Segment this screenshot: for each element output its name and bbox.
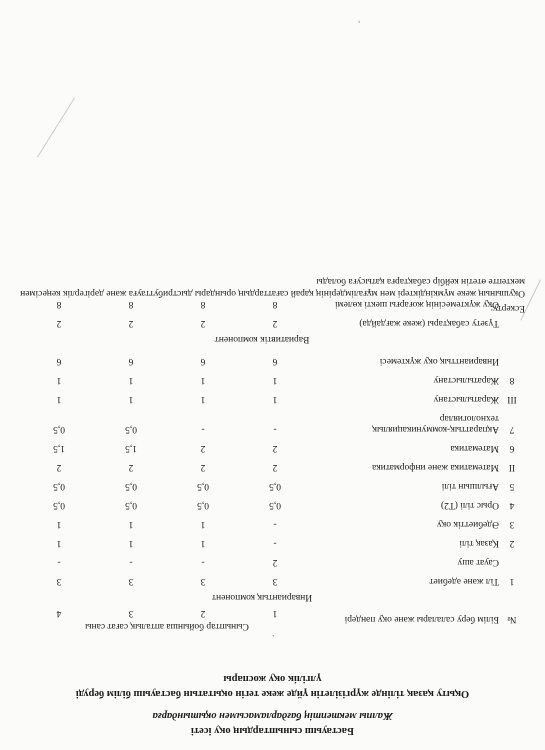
row-value: 1: [128, 375, 134, 385]
row-value: 1: [56, 538, 62, 548]
row-value: 8: [56, 299, 62, 309]
row-value: 2: [272, 557, 278, 567]
row-subject: Ағылшын тілі: [441, 481, 499, 491]
row-value: -: [273, 424, 277, 434]
row-subject: Тіл және әдебиет: [429, 576, 499, 586]
row-value: 1: [56, 394, 62, 404]
table-row: [23, 536, 523, 549]
row-subject: Математика және информатика: [372, 462, 499, 472]
title-line: Оқыту қазақ тілінде жүргізілетін үйде жеке тегін оқытатын бастауыш білім беруді: [75, 688, 470, 699]
row-value: 1: [128, 394, 134, 404]
table-row: [23, 354, 523, 367]
row-number: II: [508, 462, 516, 472]
row-value: 6: [272, 356, 278, 366]
row-value: 2: [200, 443, 206, 453]
row-value: -: [273, 519, 277, 529]
row-number: [501, 354, 523, 367]
row-value: 1: [56, 375, 62, 385]
row-value: 2: [272, 318, 278, 328]
stray-mark: ·: [271, 629, 275, 640]
row-value: 2: [128, 318, 134, 328]
table-row: [23, 373, 523, 386]
row-value: 0,5: [125, 481, 137, 491]
curriculum-table: [23, 291, 523, 632]
row-value: 1: [272, 394, 278, 404]
row-value: 0,5: [53, 481, 65, 491]
header-class: 2: [200, 608, 206, 618]
row-value: 2: [272, 462, 278, 472]
row-number: 6: [509, 443, 515, 453]
row-value: 1: [128, 519, 134, 529]
row-number: 4: [509, 500, 515, 510]
row-subject: Қазақ тілі: [459, 538, 499, 548]
row-value: 2: [56, 462, 62, 472]
row-value: 6: [56, 356, 62, 366]
row-value: 3: [200, 576, 206, 586]
row-value: 2: [56, 318, 62, 328]
table-row: [23, 555, 523, 568]
row-subject: Түзету сабақтары (жеке жағдайда): [359, 318, 499, 328]
row-value: 1: [200, 375, 206, 385]
row-subject: Сауат ашу: [457, 557, 499, 567]
header-class: 1: [272, 608, 278, 618]
row-value: -: [129, 557, 133, 567]
section-label: Вариативтік компонент: [214, 334, 310, 344]
row-value: -: [57, 557, 61, 567]
row-value: 1: [200, 394, 206, 404]
note-label: Ескерту:: [490, 303, 525, 313]
row-number: 5: [509, 481, 515, 491]
row-value: -: [201, 557, 205, 567]
row-value: 8: [200, 299, 206, 309]
header-subjects: Білім беру салалары және оқу пәндері: [344, 614, 499, 625]
row-subject: Математика: [450, 443, 499, 453]
row-subject: Ақпараттық-коммуникациялық технологиялар: [372, 413, 499, 434]
row-value: 2: [200, 462, 206, 472]
header-number: №: [507, 614, 517, 625]
row-value: -: [201, 424, 205, 434]
row-number: III: [507, 394, 517, 404]
row-value: 1: [200, 538, 206, 548]
row-subject: Әдебиеттік оқу: [436, 519, 499, 529]
row-number: 2: [509, 538, 515, 548]
row-value: 3: [128, 576, 134, 586]
row-value: 1: [128, 538, 134, 548]
table-row: [23, 441, 523, 454]
row-value: 0,5: [269, 481, 281, 491]
row-value: 0,5: [125, 424, 137, 434]
table-row: [23, 517, 523, 530]
footnote: [20, 272, 525, 314]
row-value: 0,5: [269, 500, 281, 510]
row-value: 2: [272, 443, 278, 453]
row-value: 0,5: [53, 424, 65, 434]
row-value: 3: [272, 576, 278, 586]
row-value: 1,5: [53, 443, 65, 453]
row-value: 1: [200, 519, 206, 529]
row-value: 2: [200, 318, 206, 328]
title-line: Бастауыш сыныптардың оқу ісеті: [191, 725, 354, 736]
header-classes-title: Сыныптар бойынша апталық сағат саны: [85, 621, 249, 631]
table-row: [23, 479, 523, 492]
row-subject: Орыс тілі (Т2): [440, 500, 499, 510]
title-line: үлгілік оқу жоспары: [223, 673, 322, 684]
row-value: 1,5: [125, 443, 137, 453]
row-value: 8: [128, 299, 134, 309]
row-number: [501, 555, 523, 568]
header-class: 4: [56, 608, 62, 618]
pen-stroke-mark: [37, 97, 75, 157]
row-value: 0,5: [125, 500, 137, 510]
stray-mark: ': [358, 13, 360, 24]
row-value: 8: [272, 299, 278, 309]
row-subject: Жаратылыстану: [433, 375, 499, 385]
row-value: 3: [56, 576, 62, 586]
row-value: 6: [128, 356, 134, 366]
row-subject: Оқу жүктемесінің жоғарғы шекті көлемі: [334, 299, 499, 309]
table-row: [23, 460, 523, 473]
row-value: 1: [272, 375, 278, 385]
row-number: [501, 316, 523, 329]
table-row: [23, 316, 523, 329]
row-value: -: [273, 538, 277, 548]
row-value: 6: [200, 356, 206, 366]
row-number: 1: [509, 576, 515, 586]
row-value: 0,5: [53, 500, 65, 510]
row-value: 2: [128, 462, 134, 472]
row-value: 0,5: [197, 500, 209, 510]
row-value: 0,5: [197, 481, 209, 491]
section-label: Инвариантық компонент: [211, 592, 313, 602]
row-value: 1: [56, 519, 62, 529]
row-number: 7: [509, 424, 515, 434]
title-line: Жалпы мектептің бағдарламасымен оқытындарға: [152, 710, 393, 721]
row-subject: Инварианттық оқу жүктемесі: [379, 356, 499, 366]
row-number: 8: [509, 375, 515, 385]
table-row: [23, 411, 523, 435]
table-row: [23, 392, 523, 405]
table-row: [23, 574, 523, 587]
row-number: 3: [509, 519, 515, 529]
row-subject: Жаратылыстану: [433, 394, 499, 404]
note-text: Оқушының жеке мүмкіндіктері мен мұғалімдерінің қарай сағаттардың орындары дыстрибуттауға және дәрігерлік кеңесімен мектепте өтетін кейбір сабақтарға қатысуға болады: [20, 276, 525, 298]
table-row: [23, 498, 523, 511]
header-class: 3: [128, 608, 134, 618]
document-title: [40, 671, 505, 738]
